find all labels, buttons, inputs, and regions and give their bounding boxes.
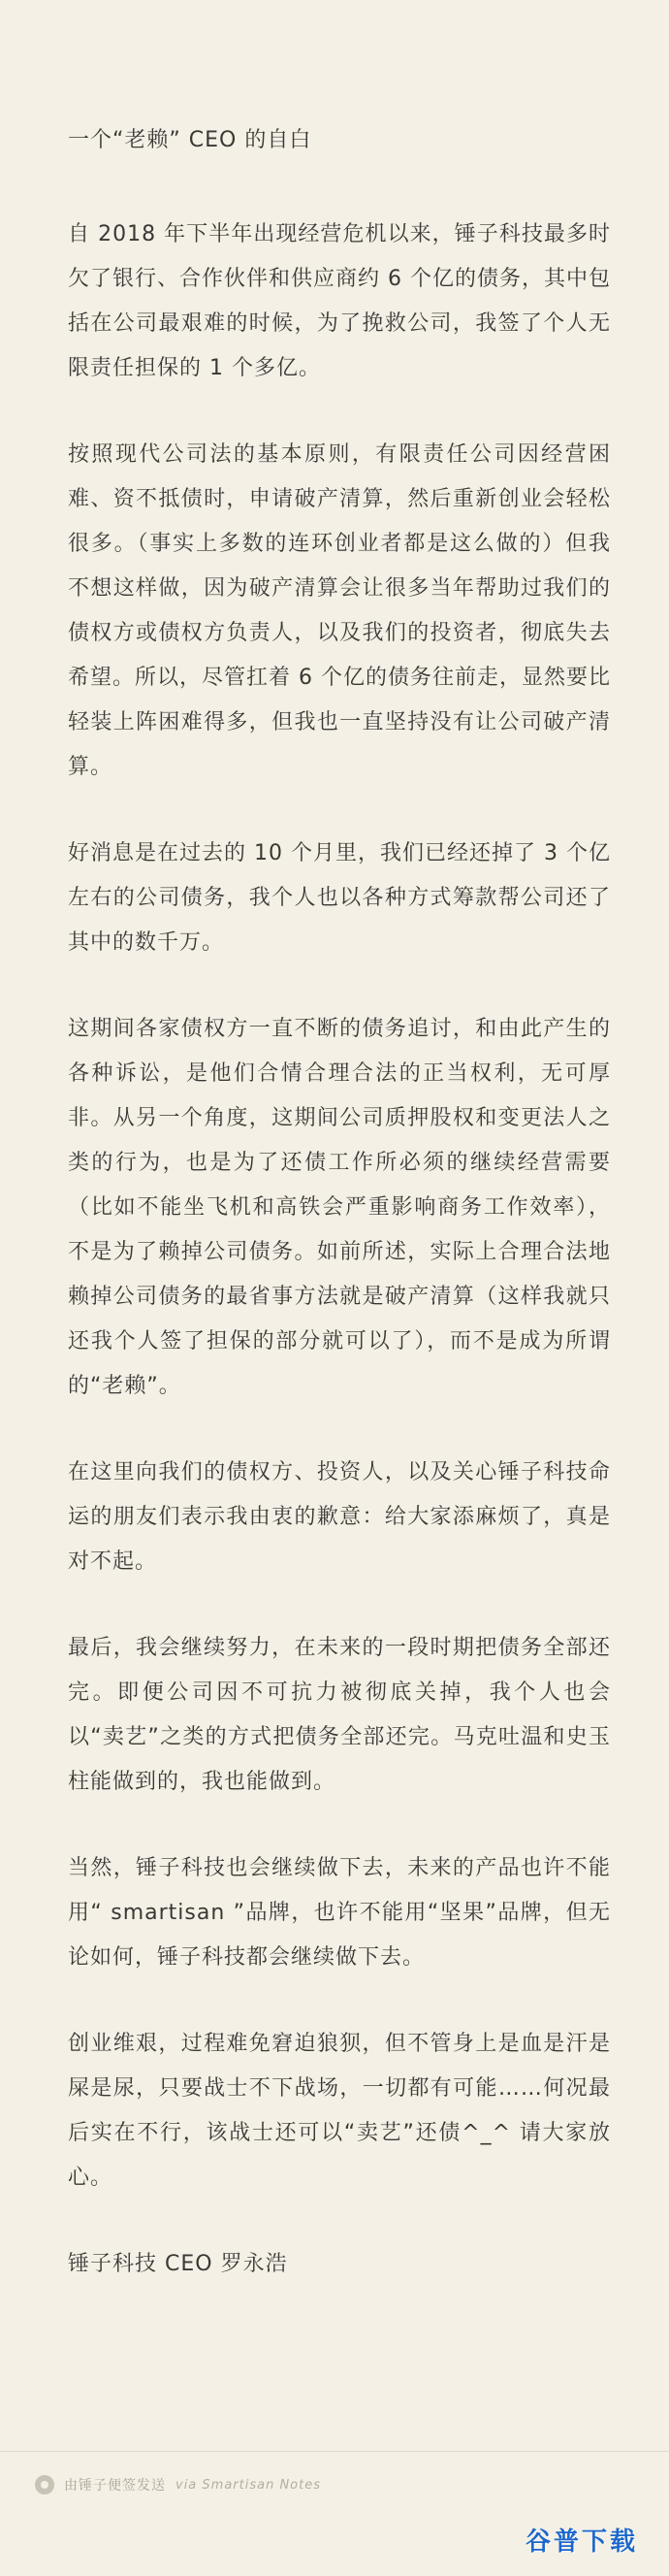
footer-app-via: via Smartisan Notes — [175, 2477, 321, 2493]
watermark-text: 谷普下载 — [525, 2527, 638, 2557]
note-paragraph-6: 最后，我会继续努力，在未来的一段时期把债务全部还完。即便公司因不可抗力被彻底关掉，我个人也会以“卖艺”之类的方式把债务全部还完。马克吐温和史玉柱能做到的，我也能做到。 — [68, 1636, 611, 1794]
note-paragraph-8: 创业维艰，过程难免窘迫狼狈，但不管身上是血是汗是屎是尿，只要战士不下战场，一切都有可能……何况最后实在不行，该战士还可以“卖艺”还债^_^ 请大家放心。 — [68, 2032, 611, 2190]
note-signature: 锤子科技 CEO 罗永浩 — [68, 2252, 288, 2276]
note-paragraph-5: 在这里向我们的债权方、投资人，以及关心锤子科技命运的朋友们表示我由衷的歉意：给大家添麻烦了，真是对不起。 — [68, 1460, 611, 1574]
download-site-watermark — [526, 2523, 638, 2556]
smartisan-notes-icon — [35, 2475, 54, 2494]
footer-sent-via: 由锤子便签发送 — [64, 2478, 166, 2494]
note-paragraph-3: 好消息是在过去的 10 个月里，我们已经还掉了 3 个亿左右的公司债务，我个人也以各种方式筹款帮公司还了其中的数千万。 — [68, 841, 611, 955]
note-paragraph-1: 自 2018 年下半年出现经营危机以来，锤子科技最多时欠了银行、合作伙伴和供应商约 6 个亿的债务，其中包括在公司最艰难的时候，为了挽救公司，我签了个人无限责任担保的 1 个多亿。 — [68, 222, 611, 380]
note-paragraph-2: 按照现代公司法的基本原则，有限责任公司因经营困难、资不抵债时，申请破产清算，然后重新创业会轻松很多。（事实上多数的连环创业者都是这么做的）但我不想这样做，因为破产清算会让很多当年帮助过我们的债权方或债权方负责人，以及我们的投资者，彻底失去希望。所以，尽管扛着 6 个亿的债务往前走，显然要比轻装上阵困难得多，但我也一直坚持没有让公司破产清算。 — [68, 442, 611, 779]
note-content — [68, 121, 611, 2287]
note-footer — [35, 2472, 321, 2497]
note-paragraph-4: 这期间各家债权方一直不断的债务追讨，和由此产生的各种诉讼，是他们合情合理合法的正当权利，无可厚非。从另一个角度，这期间公司质押股权和变更法人之类的行为，也是为了还债工作所必须的继续经营需要（比如不能坐飞机和高铁会严重影响商务工作效率），不是为了赖掉公司债务。如前所述，实际上合理合法地赖掉公司债务的最省事方法就是破产清算（这样我就只还我个人签了担保的部分就可以了），而不是成为所谓的“老赖”。 — [68, 1017, 611, 1398]
note-paragraph-7: 当然，锤子科技也会继续做下去，未来的产品也许不能用“ smartisan ”品牌，也许不能用“坚果”品牌，但无论如何，锤子科技都会继续做下去。 — [68, 1856, 611, 1970]
footer-divider — [0, 2451, 669, 2452]
note-title: 一个“老赖” CEO 的自白 — [68, 128, 312, 152]
